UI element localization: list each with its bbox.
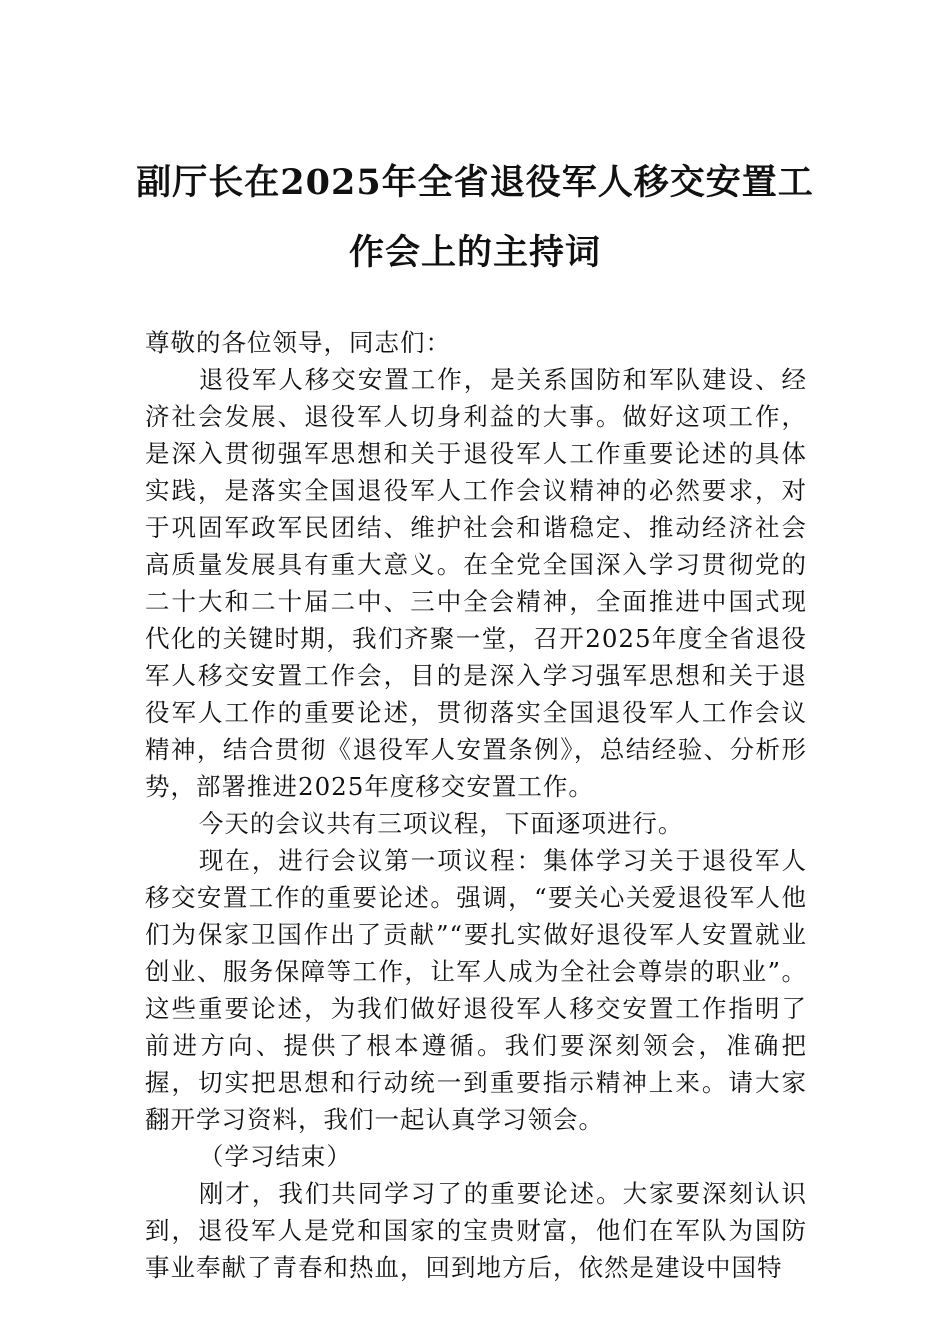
document-title-line-2: 作会上的主持词: [348, 232, 601, 273]
paragraph-study-end: （学习结束）: [198, 1142, 352, 1171]
document-body: [145, 324, 807, 1286]
paragraph-intro: 退役军人移交安置工作，是关系国防和军队建设、经济社会发展、退役军人切身利益的大事。做好这项工作，是深入贯彻强军思想和关于退役军人工作重要论述的具体实践，是落实全国退役军人工作会议精神的必然要求，对于巩固军政军民团结、维护社会和谐稳定、推动经济社会高质量发展具有重大意义。在全党全国深入学习贯彻党的二十大和二十届二中、三中全会精神，全面推进中国式现代化的关键时期，我们齐聚一堂，召开2025年度全省退役军人移交安置工作会，目的是深入学习强军思想和关于退役军人工作的重要论述，贯彻落实全国退役军人工作会议精神，结合贯彻《退役军人安置条例》，总结经验、分析形势，部署推进2025年度移交安置工作。: [145, 365, 807, 801]
paragraph-summary: 刚才，我们共同学习了的重要论述。大家要深刻认识到，退役军人是党和国家的宝贵财富，他们在军队为国防事业奉献了青春和热血，回到地方后，依然是建设中国特: [145, 1179, 807, 1282]
paragraph-agenda: 今天的会议共有三项议程，下面逐项进行。: [198, 809, 684, 838]
paragraph-first-item: 现在，进行会议第一项议程：集体学习关于退役军人移交安置工作的重要论述。强调，“要关心关爱退役军人他们为保家卫国作出了贡献”“要扎实做好退役军人安置就业创业、服务保障等工作，让军人成为全社会尊崇的职业”。这些重要论述，为我们做好退役军人移交安置工作指明了前进方向、提供了根本遵循。我们要深刻领会，准确把握，切实把思想和行动统一到重要指示精神上来。请大家翻开学习资料，我们一起认真学习领会。: [145, 846, 807, 1134]
salutation: 尊敬的各位领导，同志们：: [145, 328, 451, 357]
document-title-line-1: 副厅长在2025年全省退役军人移交安置工: [136, 162, 814, 203]
